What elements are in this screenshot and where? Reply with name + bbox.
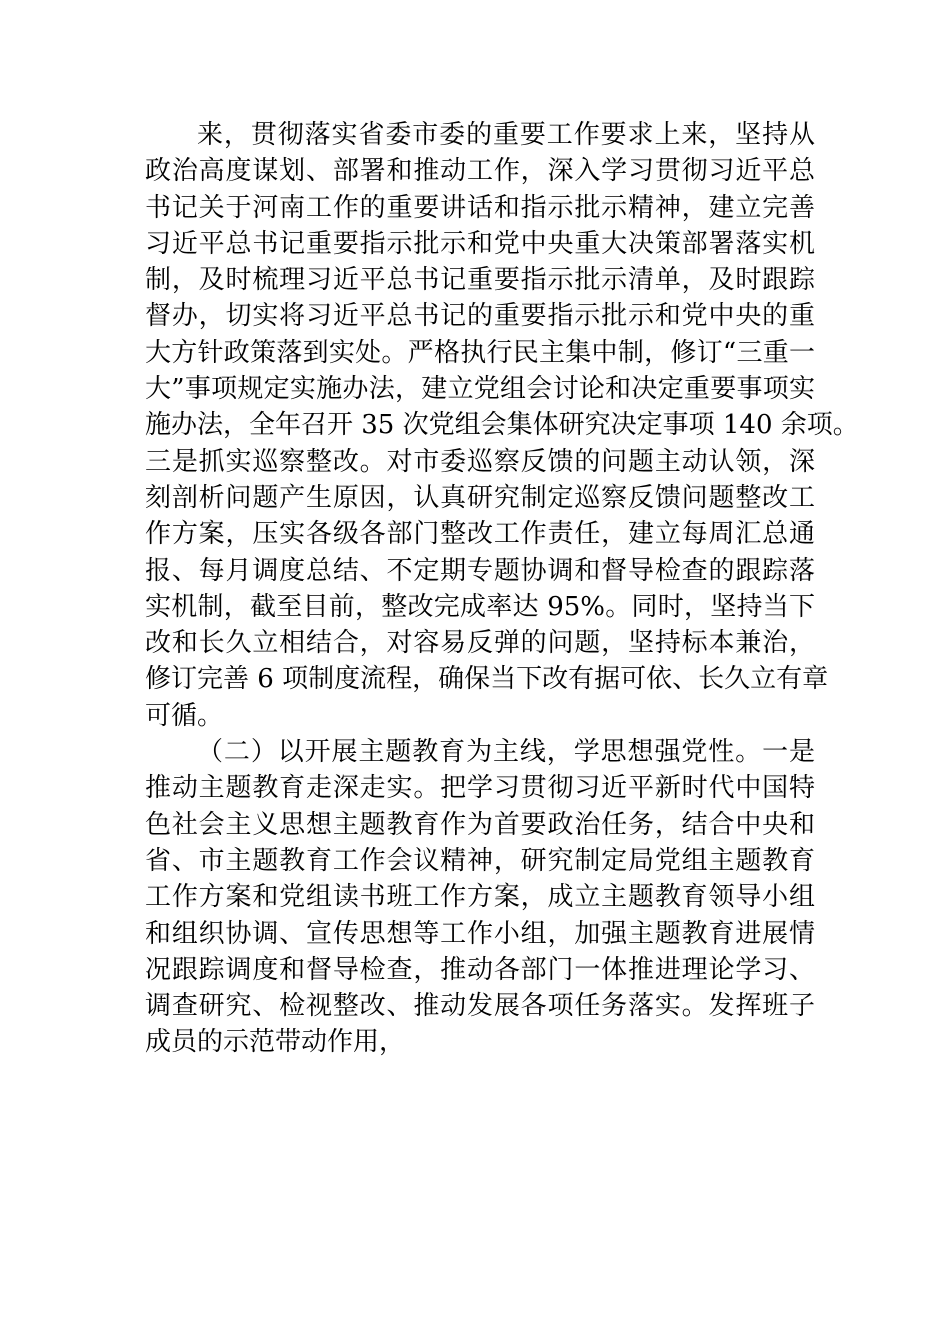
text-line: 书记关于河南工作的重要讲话和指示批示精神，建立完善 bbox=[145, 192, 815, 223]
text-line: 来，贯彻落实省委市委的重要工作要求上来，坚持从 bbox=[197, 120, 815, 150]
text-line: 施办法，全年召开 35 次党组会集体研究决定事项 140 余项。 bbox=[145, 410, 859, 441]
text-line: 报、每月调度总结、不定期专题协调和督导检查的跟踪落 bbox=[145, 555, 815, 586]
text-line: 刻剖析问题产生原因，认真研究制定巡察反馈问题整改工 bbox=[145, 482, 815, 513]
text-line: 习近平总书记重要指示批示和党中央重大决策部署落实机 bbox=[145, 228, 815, 259]
text-line: 大方针政策落到实处。严格执行民主集中制，修订“三重一 bbox=[145, 337, 815, 368]
text-line: 政治高度谋划、部署和推动工作，深入学习贯彻习近平总 bbox=[145, 156, 815, 187]
text-line: 督办，切实将习近平总书记的重要指示批示和党中央的重 bbox=[145, 301, 815, 332]
text-line: 改和长久立相结合，对容易反弹的问题，坚持标本兼治， bbox=[145, 628, 815, 659]
text-line: 况跟踪调度和督导检查，推动各部门一体推进理论学习、 bbox=[145, 954, 815, 985]
text-line: 调查研究、检视整改、推动发展各项任务落实。发挥班子 bbox=[145, 991, 815, 1022]
text-line: 成员的示范带动作用， bbox=[145, 1027, 406, 1058]
text-line: 可循。 bbox=[145, 700, 224, 731]
text-line: 制，及时梳理习近平总书记重要指示批示清单，及时跟踪 bbox=[145, 265, 815, 296]
text-line: 省、市主题教育工作会议精神，研究制定局党组主题教育 bbox=[145, 845, 815, 876]
text-line: 推动主题教育走深走实。把学习贯彻习近平新时代中国特 bbox=[145, 773, 815, 804]
body-text bbox=[145, 117, 859, 1061]
text-line: 工作方案和党组读书班工作方案，成立主题教育领导小组 bbox=[145, 882, 815, 913]
section-heading-line: （二）以开展主题教育为主线，学思想强党性。一是 bbox=[197, 737, 815, 768]
text-line: 作方案，压实各级各部门整改工作责任，建立每周汇总通 bbox=[145, 519, 815, 550]
text-line: 修订完善 6 项制度流程，确保当下改有据可依、长久立有章 bbox=[145, 664, 829, 695]
text-line: 大”事项规定实施办法，建立党组会讨论和决定重要事项实 bbox=[145, 374, 815, 405]
text-line: 色社会主义思想主题教育作为首要政治任务，结合中央和 bbox=[145, 809, 815, 840]
text-line: 实机制，截至目前，整改完成率达 95%。同时，坚持当下 bbox=[145, 591, 815, 622]
text-line: 和组织协调、宣传思想等工作小组，加强主题教育进展情 bbox=[145, 918, 815, 949]
text-line: 三是抓实巡察整改。对市委巡察反馈的问题主动认领，深 bbox=[145, 446, 815, 477]
